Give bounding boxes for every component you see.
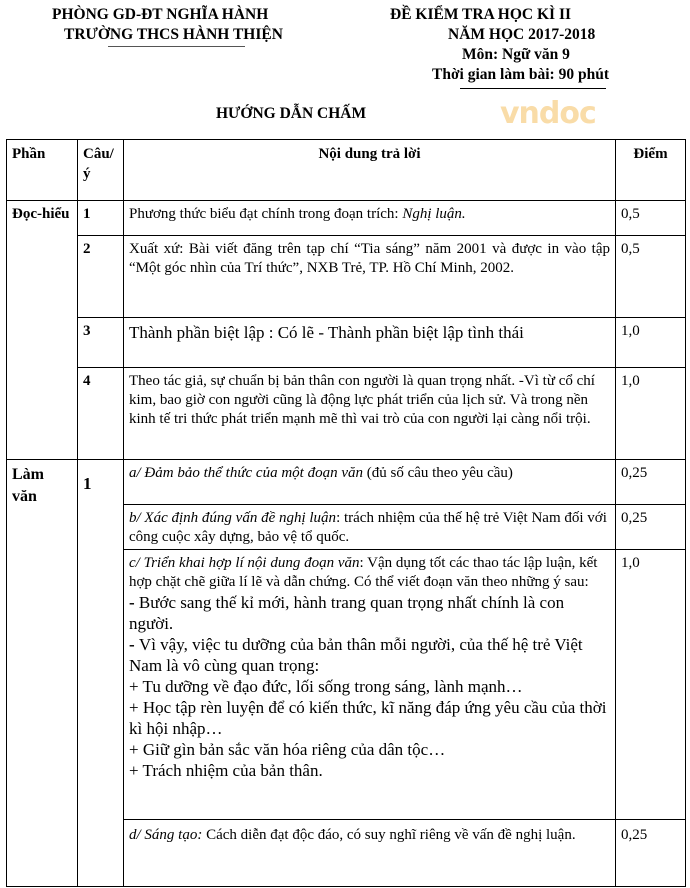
question-number: 3 [78,318,124,368]
answer-content: Theo tác giả, sự chuẩn bị bản thân con người là quan trọng nhất. -Vì từ cổ chí kim, bao giờ con người cũng là động lực phát triển của lịch sử. Và trong nền kinh tế tri thức phát triển mạnh mẽ thì vai trò của con người lại càng nổi trội. [124,368,616,460]
answer-content [124,820,616,887]
criterion-text: : Vận dụng tốt các thao tác lập luận, kết hợp chặt chẽ giữa lí lẽ và dẫn chứng. Có thể viết đoạn văn theo những ý sau: [129,555,598,590]
criterion-title: b/ Xác định đúng vấn đề nghị luận [129,510,337,526]
divider [460,88,606,89]
answer-italic: Nghị luận. [402,206,466,222]
subject: Môn: Ngữ văn 9 [462,46,570,63]
part-lam-van: Làm văn [7,460,78,887]
score: 0,25 [616,460,686,505]
answer-content: Thành phần biệt lập : Có lẽ - Thành phần biệt lập tình thái [124,318,616,368]
duration: Thời gian làm bài: 90 phút [432,66,609,83]
answer-content: Xuất xứ: Bài viết đăng trên tạp chí “Tia sáng” năm 2001 và được in vào tập “Một góc nhìn của Trí thức”, NXB Trẻ, TP. Hồ Chí Minh, 2002. [124,236,616,318]
header-content: Nội dung trả lời [124,140,616,201]
header-part: Phần [7,140,78,201]
point: Bước sang thế kỉ mới, hành trang quan trọng nhất chính là con người. [129,593,565,633]
subpoint: + Tu dưỡng về đạo đức, lối sống trong sáng, lành mạnh… [129,677,523,696]
table-row [7,368,686,460]
underline [108,46,245,47]
grading-table [6,139,686,887]
score: 1,0 [616,368,686,460]
criterion-title: d/ Sáng tạo: [129,827,203,843]
subpoint: + Giữ gìn bản sắc văn hóa riêng của dân tộc… [129,740,446,759]
question-number: 2 [78,236,124,318]
table-header-row [7,140,686,201]
point: Vì vậy, việc tu dưỡng của bản thân mỗi người, của thế hệ trẻ Việt Nam là vô cùng quan trọng: [129,635,583,675]
criterion-title: a/ Đảm bảo thể thức của một đoạn văn [129,465,363,481]
question-number: 1 [78,460,124,887]
answer-content [124,201,616,236]
school-name: TRƯỜNG THCS HÀNH THIỆN [64,26,283,43]
header-question: Câu/ ý [78,140,124,201]
score: 1,0 [616,318,686,368]
criterion-text: : trách nhiệm của thế hệ trẻ Việt Nam đối với công cuộc xây dựng, bảo vệ tổ quốc. [129,510,607,545]
page-title: HƯỚNG DẪN CHẤM [216,105,367,122]
question-number: 1 [78,201,124,236]
part-doc-hieu: Đọc-hiểu [7,201,78,460]
table-row [7,460,686,505]
criterion-title: c/ Triển khai hợp lí nội dung đoạn văn [129,555,360,571]
table-row [7,236,686,318]
answer-content [124,505,616,550]
criterion-text: Cách diễn đạt độc đáo, có suy nghĩ riêng về vấn đề nghị luận. [202,827,576,843]
criterion-text: (đủ số câu theo yêu cầu) [362,465,513,481]
subpoint: + Trách nhiệm của bản thân. [129,761,323,780]
answer-text: Phương thức biểu đạt chính trong đoạn trích: [129,206,403,222]
watermark-logo: vndoc [500,96,596,131]
question-number: 4 [78,368,124,460]
header-score: Điểm [616,140,686,201]
score: 0,5 [616,236,686,318]
table-row [7,318,686,368]
school-year: NĂM HỌC 2017-2018 [448,26,596,43]
subpoint: + Học tập rèn luyện để có kiến thức, kĩ năng đáp ứng yêu cầu của thời kì hội nhập… [129,698,607,738]
exam-title: ĐỀ KIỂM TRA HỌC KÌ II [390,6,572,23]
table-row [7,201,686,236]
score: 0,25 [616,820,686,887]
score: 0,5 [616,201,686,236]
score: 0,25 [616,505,686,550]
department-name: PHÒNG GD-ĐT NGHĨA HÀNH [52,6,269,23]
answer-content: c/ Triển khai hợp lí nội dung đoạn văn: Vận dụng tốt các thao tác lập luận, kết hợp chặt chẽ giữa lí lẽ và dẫn chứng. Có thể viết đoạn văn theo những ý sau: - Bước sang thế kỉ mới, hành trang quan trọng nhất chính là con người. - Vì vậy, việc tu dưỡng của bản thân mỗi người, của thế hệ trẻ Việt Nam là vô cùng quan trọng: + Tu dưỡng về đạo đức, lối sống trong sáng, lành mạnh… + Học tập rèn luyện để có kiến thức, kĩ năng đáp ứng yêu cầu của thời kì hội nhập… + Giữ gìn bản sắc văn hóa riêng của dân tộc… + Trách nhiệm của bản thân. [124,550,616,820]
score: 1,0 [616,550,686,820]
answer-content [124,460,616,505]
